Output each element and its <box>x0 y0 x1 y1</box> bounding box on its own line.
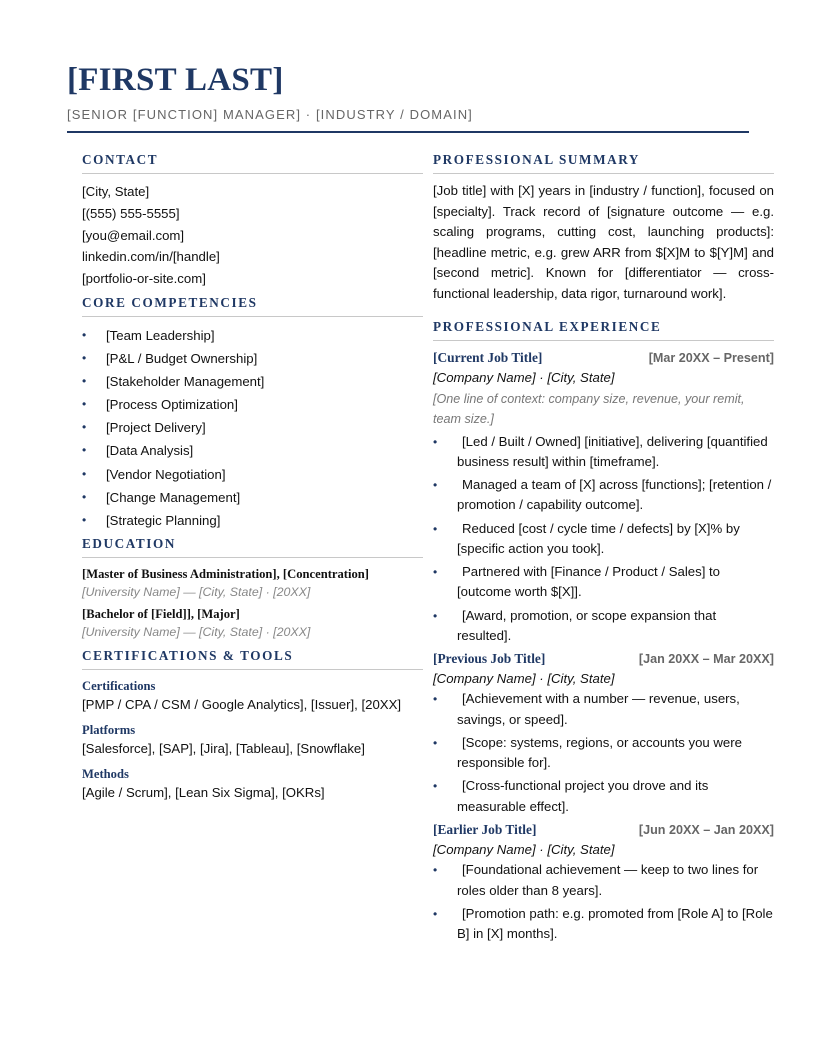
bullet-icon: • <box>433 521 438 536</box>
job-bullet: • [Achievement with a number — revenue, users, savings, or speed]. <box>433 691 740 727</box>
job-entry <box>433 820 774 944</box>
bullet-icon: • <box>433 434 438 449</box>
bullet-icon: • <box>433 906 438 921</box>
competency-item: • [Data Analysis] <box>82 439 423 462</box>
education-degree: [Master of Business Administration], [Concentration] <box>82 566 369 581</box>
competency-item: • [Project Delivery] <box>82 416 423 439</box>
methods-label: Methods <box>82 766 129 781</box>
contact-section <box>82 181 423 290</box>
bullet-icon: • <box>82 420 87 435</box>
certifications-heading: CERTIFICATIONS & TOOLS <box>82 648 423 670</box>
bullet-icon: • <box>82 512 87 527</box>
contact-phone: [(555) 555-5555] <box>82 205 180 221</box>
job-bullet: • [Award, promotion, or scope expansion that resulted]. <box>433 607 717 643</box>
platforms-label: Platforms <box>82 722 136 737</box>
bullet-icon: • <box>82 443 87 458</box>
contact-linkedin: linkedin.com/in/[handle] <box>82 249 220 265</box>
education-heading: EDUCATION <box>82 536 423 558</box>
competency-item: • [Stakeholder Management] <box>82 370 423 393</box>
bullet-icon: • <box>433 478 438 493</box>
experience-heading: PROFESSIONAL EXPERIENCE <box>433 319 774 341</box>
bullet-icon: • <box>82 327 87 342</box>
job-dates: [Mar 20XX – Present] <box>648 350 774 365</box>
job-bullets <box>433 689 774 817</box>
education-section <box>82 565 423 641</box>
competency-item: • [P&L / Budget Ownership] <box>82 347 423 370</box>
job-title: [Previous Job Title] <box>433 651 546 667</box>
job-company: [Company Name] · [City, State] <box>433 671 615 687</box>
job-company: [Company Name] · [City, State] <box>433 369 615 385</box>
job-bullet: • [Led / Built / Owned] [initiative], delivering [quantified business result] within [timeframe]. <box>433 433 768 469</box>
left-column <box>82 152 423 803</box>
education-detail: [University Name] — [City, State] · [20XX] <box>82 624 311 639</box>
bullet-icon: • <box>433 735 438 750</box>
bullet-icon: • <box>433 565 438 580</box>
tagline: [SENIOR [FUNCTION] MANAGER] · [INDUSTRY / DOMAIN] <box>67 107 473 122</box>
job-bullet: • Reduced [cost / cycle time / defects] by [X]% by [specific action you took]. <box>433 520 740 556</box>
summary-text: [Job title] with [X] years in [industry / function], focused on [specialty]. Track record of [signature outcome — e.g. scaling programs, cutting cost, launching products]: [headline metric, e.g. grew ARR from $[X]M to $[Y]M] and [second metric]. Known for [differentiator — cross-functional leadership, data rigor, turnaround work]. <box>433 183 774 301</box>
bullet-icon: • <box>433 692 438 707</box>
competency-item: • [Strategic Planning] <box>82 509 423 532</box>
bullet-icon: • <box>433 863 438 878</box>
summary-heading: PROFESSIONAL SUMMARY <box>433 152 774 174</box>
bullet-icon: • <box>433 608 438 623</box>
job-bullets <box>433 860 774 944</box>
job-entry <box>433 649 774 817</box>
bullet-icon: • <box>82 374 87 389</box>
job-company: [Company Name] · [City, State] <box>433 842 615 858</box>
bullet-icon: • <box>82 489 87 504</box>
job-bullet: • [Foundational achievement — keep to two lines for roles older than 8 years]. <box>433 862 759 898</box>
job-bullets <box>433 432 774 647</box>
job-dates: [Jun 20XX – Jan 20XX] <box>638 823 774 838</box>
job-header <box>433 348 774 368</box>
job-dates: [Jan 20XX – Mar 20XX] <box>638 652 774 667</box>
contact-website: [portfolio-or-site.com] <box>82 271 206 287</box>
methods-value: [Agile / Scrum], [Lean Six Sigma], [OKRs] <box>82 784 325 800</box>
contact-email: [you@email.com] <box>82 227 185 243</box>
job-bullet: • Managed a team of [X] across [functions]; [retention / promotion / capability outcome]. <box>433 477 772 513</box>
candidate-name: [FIRST LAST] <box>67 62 284 98</box>
header-rule <box>67 131 749 133</box>
bullet-icon: • <box>82 466 87 481</box>
certifications-value: [PMP / CPA / CSM / Google Analytics], [Issuer], [20XX] <box>82 696 402 712</box>
job-bullet: • Partnered with [Finance / Product / Sales] to [outcome worth $[X]]. <box>433 564 721 600</box>
job-entry <box>433 348 774 647</box>
job-title: [Current Job Title] <box>433 349 543 365</box>
bullet-icon: • <box>82 351 87 366</box>
bullet-icon: • <box>433 779 438 794</box>
job-header <box>433 820 774 840</box>
competency-item: • [Team Leadership] <box>82 324 423 347</box>
competencies-list <box>82 324 423 532</box>
contact-city: [City, State] <box>82 184 150 199</box>
bullet-icon: • <box>82 397 87 412</box>
job-bullet: • [Promotion path: e.g. promoted from [Role A] to [Role B] in [X] months]. <box>433 905 773 942</box>
job-bullet: • [Scope: systems, regions, or accounts you were responsible for]. <box>433 734 742 771</box>
education-degree: [Bachelor of [Field]], [Major] <box>82 606 240 621</box>
competencies-heading: CORE COMPETENCIES <box>82 295 423 317</box>
competency-item: • [Change Management] <box>82 486 423 509</box>
competency-item: • [Process Optimization] <box>82 393 423 416</box>
education-detail: [University Name] — [City, State] · [20XX] <box>82 584 311 599</box>
job-title: [Earlier Job Title] <box>433 822 537 838</box>
certifications-label: Certifications <box>82 678 156 693</box>
competency-item: • [Vendor Negotiation] <box>82 463 423 486</box>
platforms-value: [Salesforce], [SAP], [Jira], [Tableau], [Snowflake] <box>82 740 365 756</box>
certifications-section <box>82 677 423 803</box>
right-column <box>433 152 774 948</box>
job-context: [One line of context: company size, revenue, your remit, team size.] <box>433 391 745 426</box>
contact-heading: CONTACT <box>82 152 423 174</box>
job-bullet: • [Cross-functional project you drove and its measurable effect]. <box>433 778 709 814</box>
job-header <box>433 649 774 669</box>
